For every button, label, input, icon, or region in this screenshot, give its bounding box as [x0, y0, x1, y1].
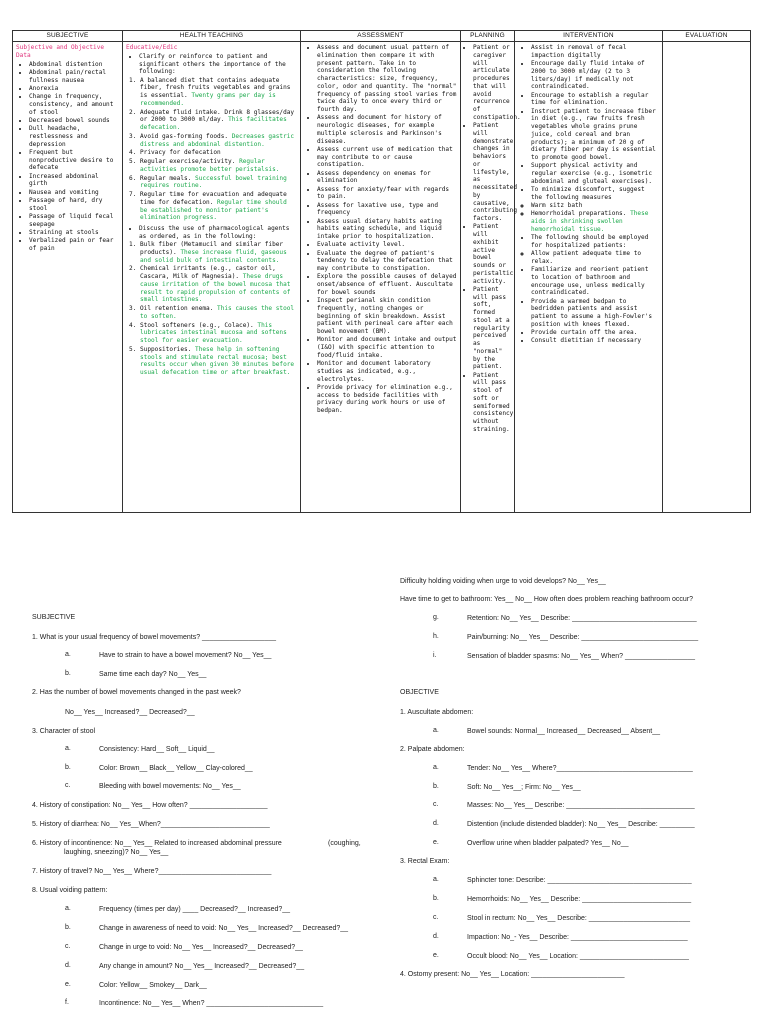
urge-question: Difficulty holding voiding when urge to void develops? No__ Yes__: [400, 578, 606, 585]
list-item: • Decreased bowel sounds: [29, 117, 119, 125]
header-row: [13, 31, 751, 42]
list-item: • Abdominal pain/rectal fullness nausea: [29, 69, 119, 85]
letter-a: a.: [65, 745, 71, 752]
letter-a: a.: [65, 651, 71, 658]
list-item: • Encourage to establish a regular time for elimination.: [531, 92, 659, 108]
question-1: 1. What is your usual frequency of bowel movements? ___________________: [32, 634, 276, 641]
objective-3b: Hemorrhoids: No__ Yes__ Describe: ____________________________: [467, 896, 692, 903]
list-item: 4. Stool softeners (e.g., Colace). This lubricates intestinal mucosa and softens stool for easier evacuation.: [140, 322, 297, 345]
question-8: 8. Usual voiding pattern:: [32, 887, 108, 894]
care-plan-table: [12, 30, 751, 513]
list-item: • Explore the possible causes of delayed onset/absence of effluent. Auscultate for bowel sounds: [317, 273, 457, 296]
letter-b: b.: [65, 764, 71, 771]
subjective-list: [16, 61, 119, 253]
letter-e: e.: [433, 952, 439, 959]
objective-1a: Bowel sounds: Normal__ Increased__ Decreased__ Absent__: [467, 728, 661, 735]
pain-burning-question: Pain/burning: No__ Yes__ Describe: ______________________________: [467, 634, 699, 641]
list-item: • Provide a warmed bedpan to bedridden patients and assist patient to assume a high-Fowler's position with knees flexed.: [531, 298, 659, 329]
subjective-heading: SUBJECTIVE: [32, 614, 76, 621]
objective-3c: Stool in rectum: No__ Yes__ Describe: __________________________: [467, 915, 691, 922]
letter-i: i.: [433, 652, 437, 659]
question-6: 6. History of incontinence: No__ Yes__ Related to increased abdominal pressure: [32, 840, 282, 847]
teaching-discuss: • Discuss the use of pharmacological agents as ordered, as in the following:: [139, 225, 297, 241]
letter-g: g.: [433, 614, 439, 621]
question-3b: Color: Brown__ Black__ Yellow__ Clay-colored__: [99, 765, 253, 772]
list-item: 4. Privacy for defecation: [140, 149, 297, 157]
question-4: 4. History of constipation: No__ Yes__ How often? ____________________: [32, 802, 268, 809]
objective-4: 4. Ostomy present: No__ Yes__ Location: ________________________: [400, 971, 625, 978]
list-item: • Provide privacy for elimination e.g., access to bedside facilities with privacy during work hours or use of bedpan.: [317, 384, 457, 415]
question-7: 7. History of travel? No__ Yes__ Where?_____________________________: [32, 868, 272, 875]
question-8a: Frequency (times per day) ____ Decreased?__ Increased?__: [99, 906, 291, 913]
list-item: 7. Regular time for evacuation and adequate time for defecation. Regular time should be established to monitor patient's elimination progress.: [140, 191, 297, 222]
letter-a: a.: [65, 905, 71, 912]
list-item: • Monitor and document laboratory studies as indicated, e.g., electrolytes.: [317, 360, 457, 383]
header-intervention: INTERVENTION: [515, 31, 663, 42]
objective-2e: Overflow urine when bladder palpated? Yes__ No__: [467, 840, 629, 847]
objective-3d: Impaction: No_- Yes__ Describe: ______________________________: [467, 934, 688, 941]
list-item: 3. Oil retention enema. This causes the stool to soften.: [140, 305, 297, 321]
letter-d: d.: [65, 962, 71, 969]
list-item: • Provide curtain off the area.: [531, 329, 659, 337]
letter-f: f.: [65, 999, 69, 1006]
teaching-discuss-list: [126, 225, 297, 241]
list-item: ◦ Warm sitz bath: [531, 202, 659, 210]
objective-3: 3. Rectal Exam:: [400, 858, 450, 865]
objective-2c: Masses: No__ Yes__ Describe: _________________________________: [467, 802, 695, 809]
list-item: • Encourage daily fluid intake of 2000 to 3000 ml/day (2 to 3 liters/day) if medically not contraindicated.: [531, 60, 659, 91]
list-item: ◦ Hemorrhoidal preparations. These aids in shrinking swollen hemorrhoidal tissue.: [531, 210, 659, 233]
list-item: • Inspect perianal skin condition frequently, noting changes or beginning of skin breakdown. Assist patient with perineal care after each bowel movement (BM).: [317, 297, 457, 336]
question-1a: Have to strain to have a bowel movement? No__ Yes__: [99, 652, 272, 659]
letter-b: b.: [65, 924, 71, 931]
list-item: • Assess for laxative use, type and frequency: [317, 202, 457, 218]
list-item: • Patient will pass stool of soft or semiformed consistency without straining.: [473, 372, 511, 434]
list-item: • Assess for anxiety/fear with regards to pain.: [317, 186, 457, 202]
list-item: • Assess current use of medication that may contribute to or cause constipation.: [317, 146, 457, 169]
list-item: • Evaluate activity level.: [317, 241, 457, 249]
question-1b: Same time each day? No__ Yes__: [99, 671, 207, 678]
teaching-intro: • Clarify or reinforce to patient and significant others the importance of the following:: [139, 53, 297, 76]
list-item: 1. A balanced diet that contains adequate fiber, fresh fruits vegetables and grains is essential. Twenty grams per day is recommended.: [140, 77, 297, 108]
list-item: 3. Avoid gas-forming foods. Decreases gastric distress and abdominal distention.: [140, 133, 297, 149]
question-5: 5. History of diarrhea: No__ Yes__When?____________________________: [32, 821, 270, 828]
list-item: • Patient or caregiver will articulate procedures that will avoid recurrence of constipation.: [473, 44, 511, 122]
letter-c: c.: [433, 801, 439, 808]
letter-h: h.: [433, 633, 439, 640]
list-item: • Anorexia: [29, 85, 119, 93]
letter-b: b.: [433, 783, 439, 790]
header-subjective: SUBJECTIVE: [13, 31, 123, 42]
intervention-list-e: [518, 266, 659, 345]
letter-d: d.: [433, 933, 439, 940]
header-planning: PLANNING: [461, 31, 515, 42]
question-2: 2. Has the number of bowel movements changed in the past week?: [32, 689, 241, 696]
teaching-list-1: [126, 77, 297, 223]
list-item: • Consult dietitian if necessary: [531, 337, 659, 345]
question-3c: Bleeding with bowel movements: No__ Yes__: [99, 783, 241, 790]
teaching-intro-list: [126, 53, 297, 76]
question-3a: Consistency: Hard__ Soft__ Liquid__: [99, 746, 215, 753]
letter-a: a.: [433, 764, 439, 771]
list-item: • Straining at stools: [29, 229, 119, 237]
list-item: 6. Regular meals. Successful bowel training requires routine.: [140, 175, 297, 191]
objective-2d: Distention (include distended bladder): No__ Yes__ Describe: _________: [467, 821, 695, 828]
planning-cell: [461, 42, 521, 513]
header-assessment: ASSESSMENT: [301, 31, 461, 42]
list-item: • Support physical activity and regular exercise (e.g., isometric abdominal and gluteal exercises).: [531, 162, 659, 185]
list-item: • Assess and document for history of neurologic diseases, for example multiple sclerosis and Parkinson's disease.: [317, 114, 457, 145]
teaching-title: Educative/Edic: [126, 44, 178, 51]
content-row: [13, 42, 751, 513]
intervention-list-d: [518, 250, 659, 266]
bathroom-question: Have time to get to bathroom: Yes__ No__ How often does problem reaching bathroom occur?: [400, 596, 694, 603]
letter-c: c.: [65, 943, 71, 950]
list-item: • Familiarize and reorient patient to location of bathroom and encourage use, unless medically contraindicated.: [531, 266, 659, 297]
list-item: • Assist in removal of fecal impaction digitally: [531, 44, 659, 60]
list-item: • Increased abdominal girth: [29, 173, 119, 189]
list-item: • Patient will exhibit active bowel sounds or peristaltic activity.: [473, 223, 511, 285]
list-item: 1. Bulk fiber (Metamucil and similar fiber products). These increase fluid, gaseous and solid bulk of intestinal contents.: [140, 241, 297, 264]
list-item: • Assess usual dietary habits eating habits eating schedule, and liquid intake prior to hospitalization.: [317, 218, 457, 241]
list-item: • Evaluate the degree of patient's tendency to delay the defecation that may contribute to constipation.: [317, 250, 457, 273]
list-item: • Passage of liquid fecal seepage: [29, 213, 119, 229]
list-item: • Change in frequency, consistency, and amount of stool: [29, 93, 119, 116]
objective-1: 1. Auscultate abdomen:: [400, 709, 474, 716]
list-item: • Dull headache, restlessness and depression: [29, 125, 119, 148]
list-item: • Patient will pass soft, formed stool at a regularity perceived as "normal" by the patient.: [473, 286, 511, 371]
list-item: • Frequent but nonproductive desire to defecate: [29, 149, 119, 172]
list-item: • Assess and document usual pattern of elimination then compare it with present pattern. Take in to consideration the following characteristics: size, frequency, color, odor and quantity. The "normal" frequency of passing stool varies from twice daily to once every third or fourth day.: [317, 44, 457, 114]
question-6-tail: laughing, sneezing)? No__ Yes__: [64, 849, 169, 856]
objective-2a: Tender: No__ Yes__ Where?___________________________________: [467, 765, 693, 772]
letter-b: b.: [65, 670, 71, 677]
list-item: ◦ Allow patient adequate time to relax.: [531, 250, 659, 266]
question-8d: Any change in amount? No__ Yes__ Increased?__ Decreased?__: [99, 963, 305, 970]
list-item: • Abdominal distention: [29, 61, 119, 69]
assessment-list: [304, 44, 457, 415]
question-8f: Incontinence: No__ Yes__ When? ______________________________: [99, 1000, 324, 1007]
question-8c: Change in urge to void: No__ Yes__ Increased?__ Decreased?__: [99, 944, 303, 951]
objective-heading: OBJECTIVE: [400, 689, 439, 696]
intervention-list-b: [518, 202, 659, 234]
header-health-teaching: HEALTH TEACHING: [123, 31, 301, 42]
letter-c: c.: [433, 914, 439, 921]
list-item: 5. Suppositories. These help in softening stools and stimulate rectal mucosa; best results occur when given 30 minutes before usual defecation time or after breakfast.: [140, 346, 297, 377]
letter-d: d.: [433, 820, 439, 827]
list-item: 2. Adequate fluid intake. Drink 8 glasses/day or 2000 to 3000 ml/day. This facilitates defecation.: [140, 109, 297, 132]
letter-a: a.: [433, 727, 439, 734]
letter-e: e.: [433, 839, 439, 846]
question-3: 3. Character of stool: [32, 728, 96, 735]
list-item: • Patient will demonstrate changes in behaviors or lifestyle, as necessitated by causative, contributing factors.: [473, 122, 511, 223]
list-item: • Assess dependency on enemas for elimination: [317, 170, 457, 186]
list-item: • Passage of hard, dry stool: [29, 197, 119, 213]
objective-2: 2. Palpate abdomen:: [400, 746, 465, 753]
list-item: 2. Chemical irritants (e.g., castor oil, Cascara, Milk of Magnesia). These drugs cause irritation of the bowel mucosa that result to rapid propulsion of contents of small intestines.: [140, 265, 297, 304]
header-evaluation: EVALUATION: [663, 31, 751, 42]
intervention-cell: [515, 42, 663, 513]
subjective-title: Subjective and Objective Data: [16, 44, 105, 59]
letter-c: c.: [65, 782, 71, 789]
objective-3e: Occult blood: No__ Yes__ Location: ____________________________: [467, 953, 689, 960]
subjective-cell: [13, 42, 123, 513]
list-item: • Instruct patient to increase fiber in diet (e.g., raw fruits fresh vegetables whole grains prune juice, cold cereal and bran products); a minimum of 20 g of dietary fiber per day is essential to promote good bowel.: [531, 108, 659, 162]
planning-list: [464, 44, 521, 434]
question-8b: Change in awareness of need to void: No__ Yes__ Increased?__ Decreased?__: [99, 925, 349, 932]
list-item: • To minimize discomfort, suggest the following measures: [531, 186, 659, 202]
question-6-cont: (coughing,: [328, 840, 361, 847]
intervention-list-a: [518, 44, 659, 202]
list-item: • Verbalized pain or fear of pain: [29, 237, 119, 253]
letter-b: b.: [433, 895, 439, 902]
evaluation-cell: [663, 42, 751, 513]
health-teaching-cell: [123, 42, 301, 513]
question-8e: Color: Yellow__ Smokey__ Dark__: [99, 982, 207, 989]
retention-question: Retention: No__ Yes__ Describe: ________________________________: [467, 615, 697, 622]
list-item: • Nausea and vomiting: [29, 189, 119, 197]
intervention-list-c: [518, 234, 659, 250]
question-2-answer: No__ Yes__ Increased?__ Decreased?__: [65, 709, 195, 716]
list-item: • Monitor and document intake and output (I&O) with specific attention to food/fluid intake.: [317, 336, 457, 359]
list-item: 5. Regular exercise/activity. Regular activities promote better peristalsis.: [140, 158, 297, 174]
letter-a: a.: [433, 876, 439, 883]
letter-e: e.: [65, 981, 71, 988]
assessment-cell: [301, 42, 461, 513]
objective-3a: Sphincter tone: Describe: _____________________________________: [467, 877, 692, 884]
teaching-list-2: [126, 241, 297, 377]
bladder-spasm-question: Sensation of bladder spasms: No__ Yes__ When? __________________: [467, 653, 696, 660]
objective-2b: Soft: No__ Yes__; Firm: No__ Yes__: [467, 784, 581, 791]
list-item: • The following should be employed for hospitalized patients:: [531, 234, 659, 250]
